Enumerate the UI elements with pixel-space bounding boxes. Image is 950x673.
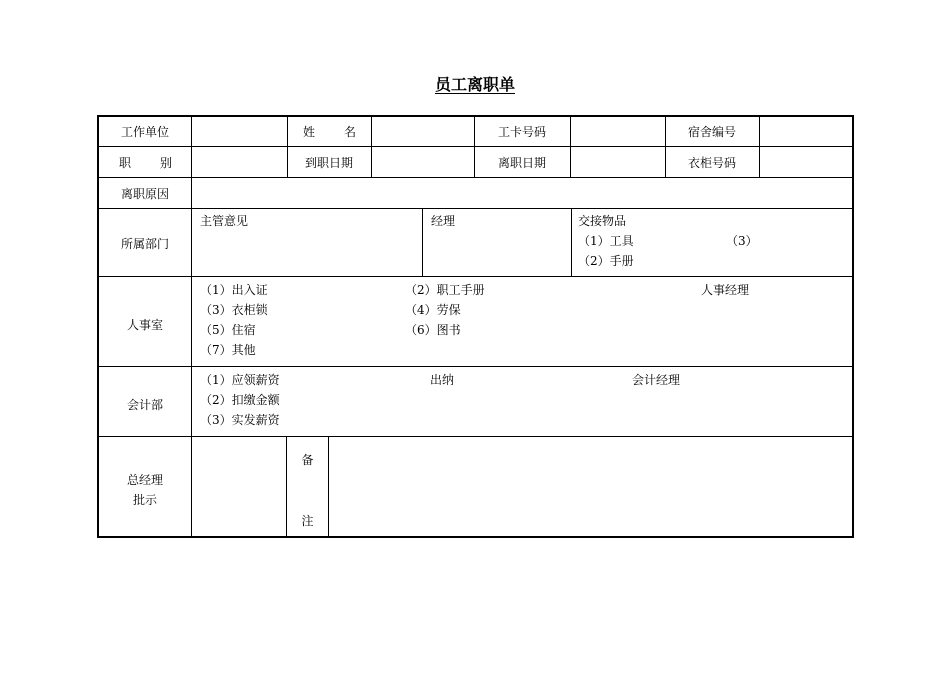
department-label: 所属部门 — [120, 237, 169, 251]
hire-date-label: 到职日期 — [304, 156, 353, 170]
position-label-second: 别 — [160, 156, 173, 170]
remarks-label-first: 备 — [301, 453, 314, 467]
manager-label: 经理 — [431, 214, 456, 228]
hr-manager-label: 人事经理 — [701, 283, 750, 297]
col-divider — [328, 436, 329, 536]
handover-items-label: 交接物品 — [578, 214, 627, 228]
locker-number-label: 衣柜号码 — [687, 156, 736, 170]
remarks-label-second: 注 — [301, 514, 314, 528]
handover-item-3: （3） — [726, 234, 758, 248]
hr-item-employee-handbook: （2）职工手册 — [405, 283, 485, 297]
hr-item-accommodation: （5）住宿 — [200, 323, 256, 337]
accounting-manager-label: 会计经理 — [632, 373, 681, 387]
handover-item-tools: （1）工具 — [578, 234, 634, 248]
acct-item-net-salary: （3）实发薪资 — [200, 413, 280, 427]
form-title-text: 员工离职单 — [434, 75, 515, 94]
position-label-first: 职 — [119, 156, 132, 170]
hr-item-locker-lock: （3）衣柜锁 — [200, 303, 268, 317]
leave-date-label: 离职日期 — [497, 156, 546, 170]
general-manager-label: 总经理 — [126, 473, 163, 487]
col-divider — [570, 117, 571, 177]
resignation-form-table — [97, 115, 854, 538]
form-title — [0, 72, 950, 95]
name-label-second: 名 — [344, 125, 357, 139]
cashier-label: 出纳 — [430, 373, 455, 387]
hr-item-access-pass: （1）出入证 — [200, 283, 268, 297]
row-divider — [99, 146, 852, 147]
row-divider — [99, 177, 852, 178]
dorm-number-label: 宿舍编号 — [687, 125, 736, 139]
supervisor-opinion-label: 主管意见 — [200, 214, 249, 228]
hr-item-books: （6）图书 — [405, 323, 461, 337]
row-divider — [99, 436, 852, 437]
work-unit-label: 工作单位 — [120, 125, 169, 139]
instruction-label: 批示 — [132, 493, 157, 507]
handover-item-manual: （2）手册 — [578, 254, 634, 268]
row-divider — [99, 366, 852, 367]
row-divider — [99, 276, 852, 277]
name-label-first: 姓 — [303, 125, 316, 139]
hr-item-other: （7）其他 — [200, 343, 256, 357]
badge-number-label: 工卡号码 — [497, 125, 546, 139]
accounting-dept-label: 会计部 — [126, 398, 163, 412]
acct-item-salary-due: （1）应领薪资 — [200, 373, 280, 387]
acct-item-deductions: （2）扣缴金额 — [200, 393, 280, 407]
row-divider — [99, 208, 852, 209]
col-divider — [759, 117, 760, 177]
hr-office-label: 人事室 — [126, 318, 163, 332]
col-divider — [571, 208, 572, 276]
hr-item-labor-protection: （4）劳保 — [405, 303, 461, 317]
col-divider — [422, 208, 423, 276]
leave-reason-label: 离职原因 — [120, 187, 169, 201]
col-divider — [191, 117, 192, 536]
col-divider — [371, 117, 372, 177]
